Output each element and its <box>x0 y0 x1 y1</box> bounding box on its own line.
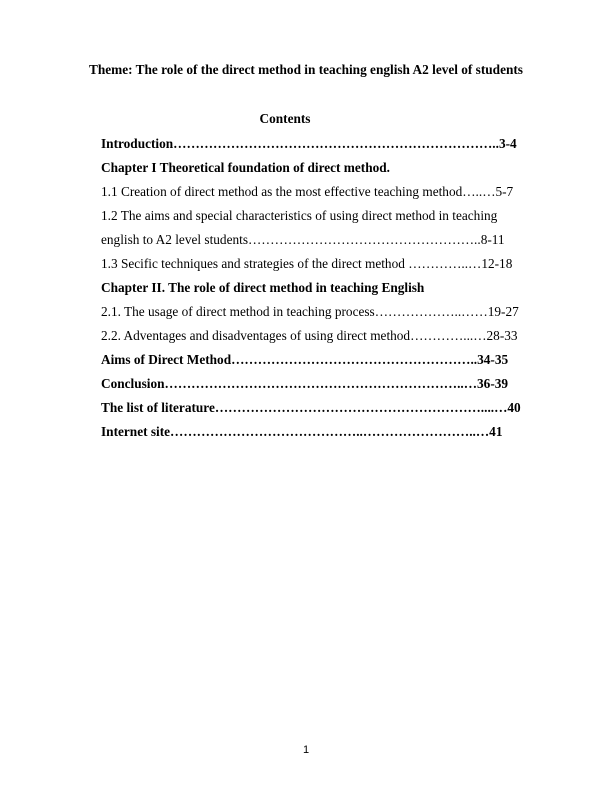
toc-entry-1-2-continued: english to A2 level students……………………………………………..8-11 <box>101 232 505 247</box>
toc-entry-conclusion: Conclusion…………………………………………………………..…36-39 <box>101 376 509 391</box>
toc-entry-2-2: 2.2. Adventages and disadventages of using direct method…………...…28-33 <box>101 328 518 343</box>
toc-entry-literature: The list of literature……………………………………………………....…40 <box>101 400 521 415</box>
toc-entry-aims: Aims of Direct Method………………………………………………..34-35 <box>101 352 509 367</box>
document-theme: Theme: The role of the direct method in teaching english A2 level of students <box>89 62 523 77</box>
toc-entry-internet-site: Internet site……………………………………..……………………..…41 <box>101 424 503 439</box>
toc-entry-chapter-2: Chapter II. The role of direct method in teaching English <box>101 280 425 295</box>
toc-entry-1-2: 1.2 The aims and special characteristics of using direct method in teaching <box>101 208 498 223</box>
contents-heading: Contents <box>259 111 311 126</box>
toc-entry-introduction: Introduction………………………………………………………………..3-4 <box>101 136 517 151</box>
page-number: 1 <box>302 744 310 756</box>
toc-entry-chapter-1: Chapter I Theoretical foundation of direct method. <box>101 160 390 175</box>
toc-entry-1-3: 1.3 Secific techniques and strategies of the direct method …………..…12-18 <box>101 256 513 271</box>
toc-entry-2-1: 2.1. The usage of direct method in teaching process………………..……19-27 <box>101 304 519 319</box>
toc-entry-1-1: 1.1 Creation of direct method as the most effective teaching method…..…5-7 <box>101 184 514 199</box>
